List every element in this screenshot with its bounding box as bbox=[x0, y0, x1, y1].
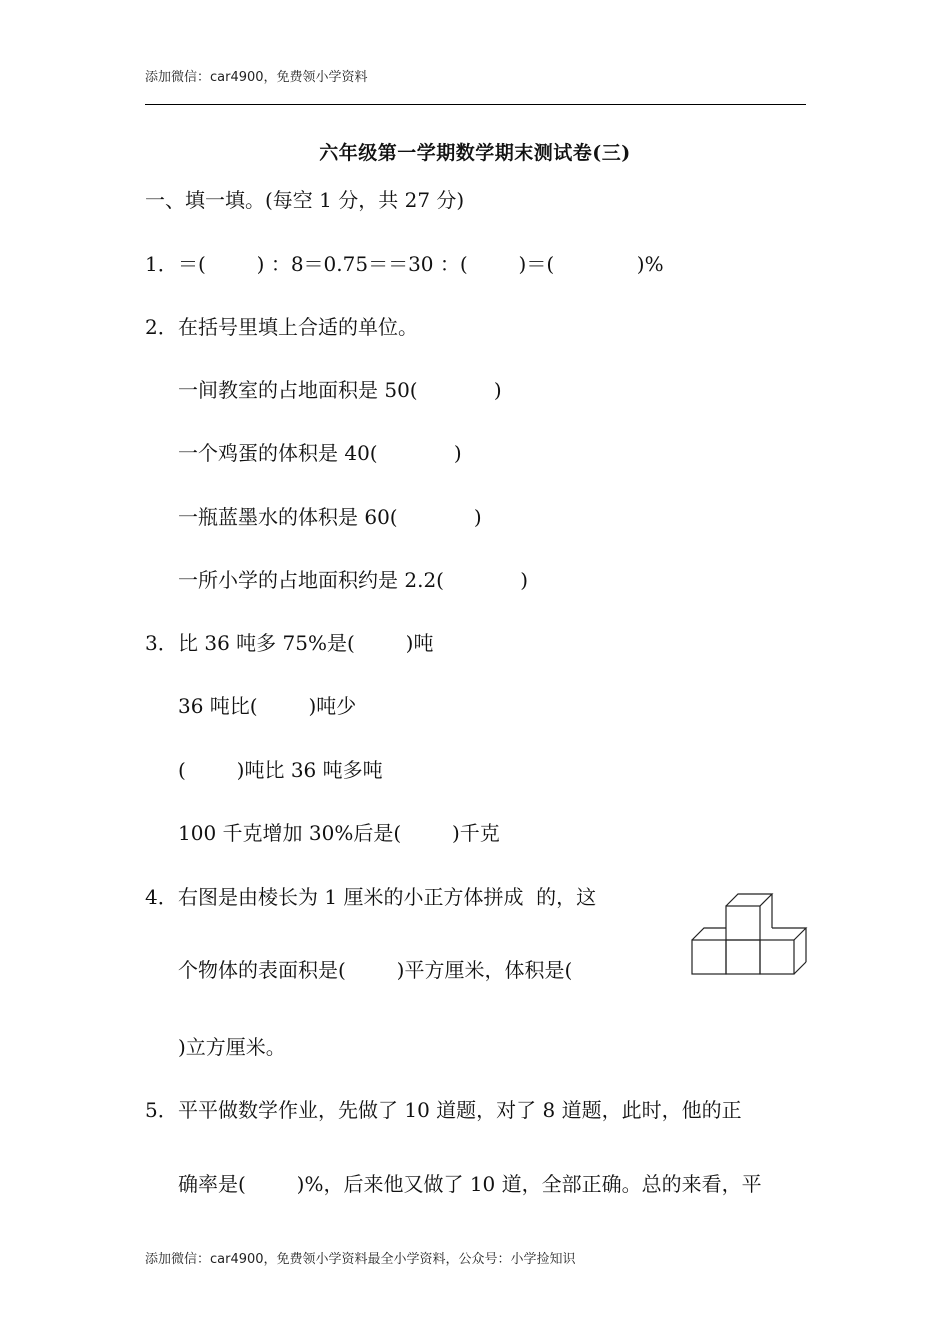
question-5-line: 确率是( )%，后来他又做了 10 道，全部正确。总的来看，平 bbox=[178, 1172, 762, 1196]
question-3-item: 100 千克增加 30%后是( )千克 bbox=[178, 821, 500, 845]
question-4-line: 个物体的表面积是( )平方厘米，体积是( bbox=[178, 958, 573, 982]
question-3-item: ( )吨比 36 吨多吨 bbox=[178, 758, 383, 782]
question-2-stem: 在括号里填上合适的单位。 bbox=[178, 315, 418, 339]
cube-stack-figure bbox=[690, 890, 812, 978]
question-number-4: 4． bbox=[145, 885, 178, 909]
question-4-line: )立方厘米。 bbox=[178, 1035, 286, 1059]
question-2-item: 一所小学的占地面积约是 2.2( ) bbox=[178, 568, 529, 592]
question-2-item: 一间教室的占地面积是 50( ) bbox=[178, 378, 502, 402]
section-heading: 一、填一填。(每空 1 分，共 27 分) bbox=[145, 188, 465, 212]
question-5-line: 平平做数学作业，先做了 10 道题，对了 8 道题，此时，他的正 bbox=[178, 1098, 742, 1122]
header-note: 添加微信：car4900，免费领小学资料 bbox=[145, 70, 368, 85]
question-3-item: 36 吨比( )吨少 bbox=[178, 694, 357, 718]
question-3-item: 比 36 吨多 75%是( )吨 bbox=[178, 631, 434, 655]
question-number-2: 2． bbox=[145, 315, 178, 339]
question-number-3: 3． bbox=[145, 631, 178, 655]
question-2-item: 一瓶蓝墨水的体积是 60( ) bbox=[178, 505, 482, 529]
footer-note: 添加微信：car4900，免费领小学资料最全小学资料，公众号：小学捡知识 bbox=[145, 1252, 576, 1267]
question-number-1: 1． bbox=[145, 252, 178, 276]
question-number-5: 5． bbox=[145, 1098, 178, 1122]
header-divider bbox=[145, 104, 806, 105]
question-4-line: 右图是由棱长为 1 厘米的小正方体拼成 的，这 bbox=[178, 885, 597, 909]
page-title: 六年级第一学期数学期末测试卷(三) bbox=[319, 142, 631, 164]
question-2-item: 一个鸡蛋的体积是 40( ) bbox=[178, 441, 462, 465]
question-1-text: ＝( ) ：8＝0.75＝＝30 ：( )＝( )% bbox=[178, 252, 664, 276]
